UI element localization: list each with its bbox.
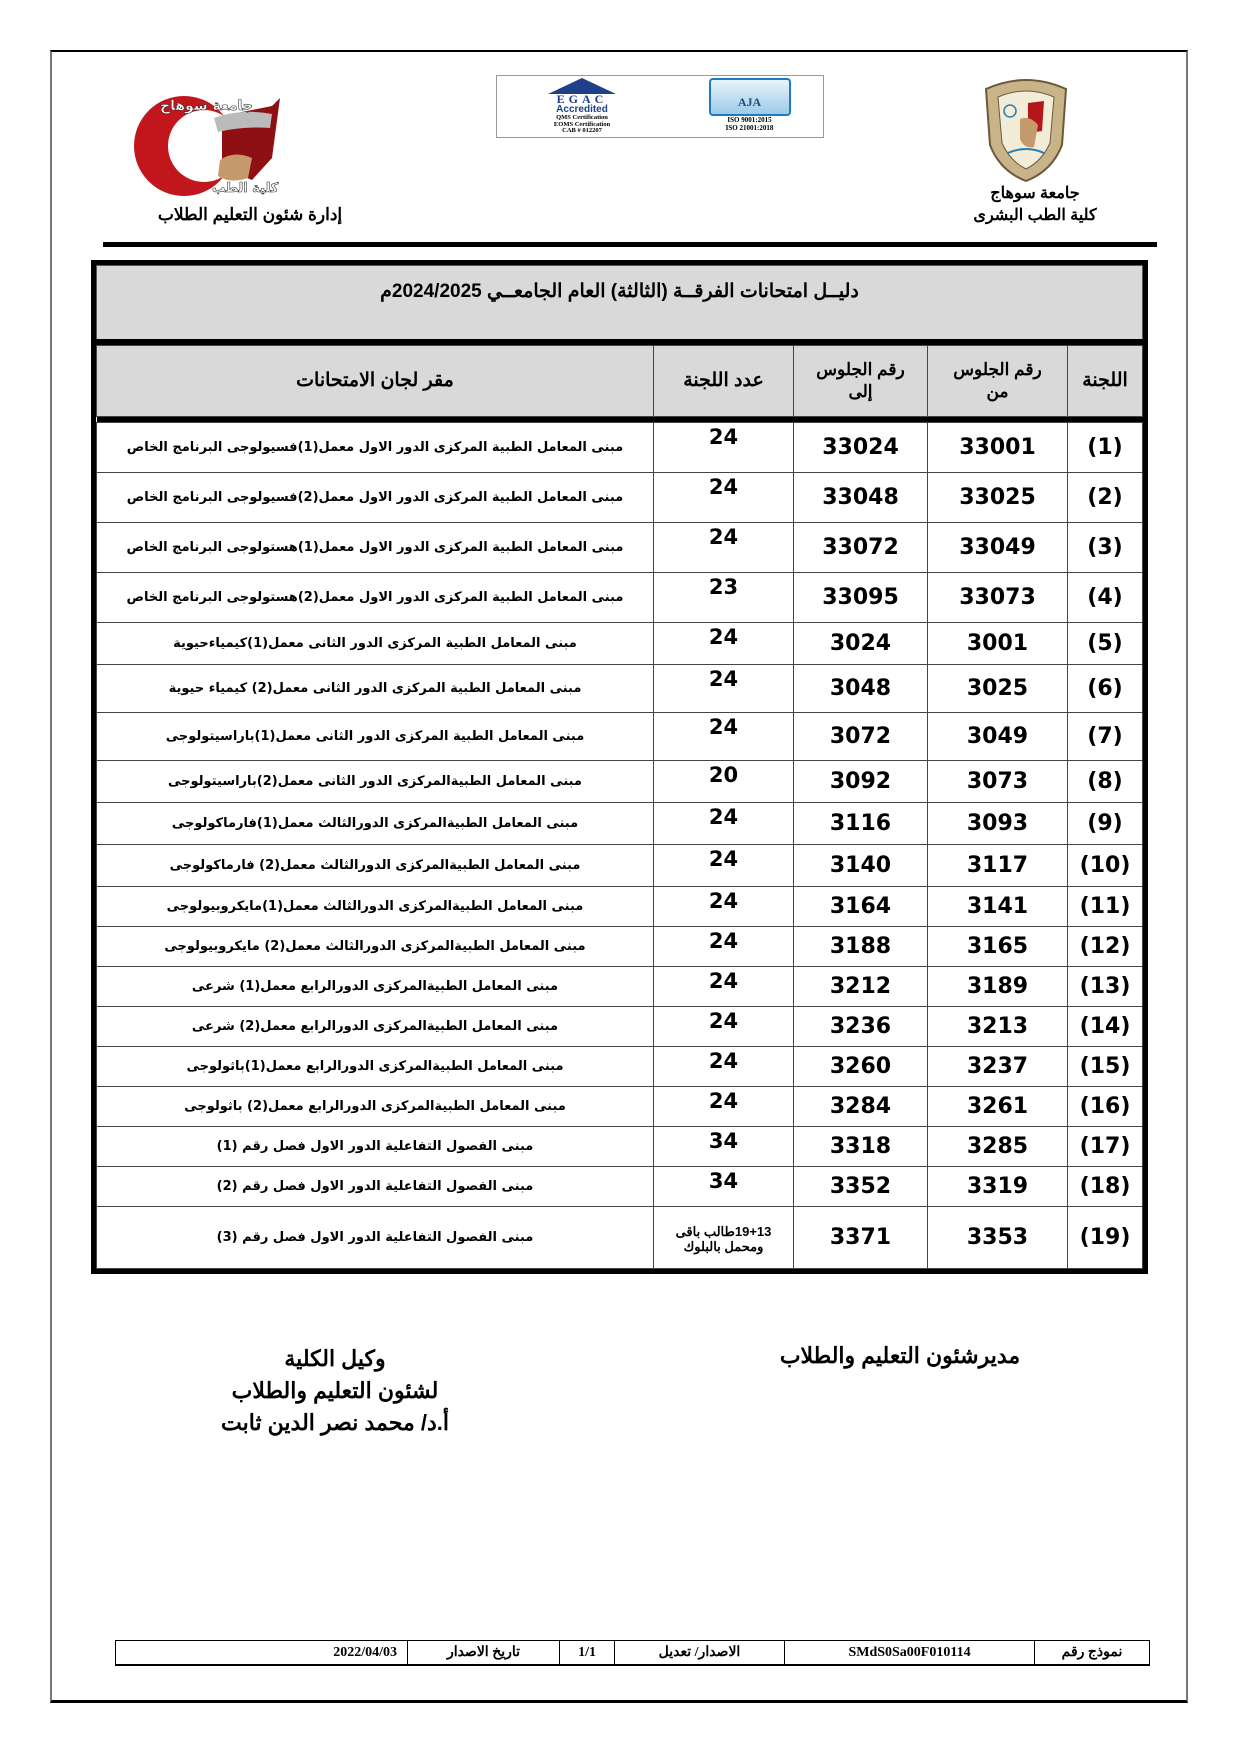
committee-location: مبنى الفصول التفاعلية الدور الاول فصل رقم (1) — [97, 1127, 654, 1167]
col-seat-to — [794, 346, 928, 417]
seat-from: 3025 — [928, 665, 1068, 713]
col-seat-to-line2: إلى — [848, 382, 873, 401]
committee-number: (14) — [1068, 1007, 1143, 1047]
committee-number: (10) — [1068, 845, 1143, 887]
col-seat-to-line1: رقم الجلوس — [816, 360, 905, 379]
aja-line: ISO 21001:2018 — [725, 124, 774, 132]
table-row — [97, 803, 1143, 845]
seat-to: 3212 — [794, 967, 928, 1007]
committee-number: (6) — [1068, 665, 1143, 713]
committee-count: 24 — [654, 803, 794, 845]
committee-number: (17) — [1068, 1127, 1143, 1167]
svg-text:جامعة سوهاج: جامعة سوهاج — [160, 98, 253, 114]
seat-to: 3260 — [794, 1047, 928, 1087]
faculty-medicine-logo — [122, 88, 302, 200]
table-row — [97, 1087, 1143, 1127]
seat-to: 3116 — [794, 803, 928, 845]
version-value: 1/1 — [559, 1641, 614, 1664]
committee-location: مبنى المعامل الطبيةالمركزى الدورالرابع معمل(1)باثولوجى — [97, 1047, 654, 1087]
seat-to: 3164 — [794, 887, 928, 927]
seat-to: 3284 — [794, 1087, 928, 1127]
table-row — [97, 1047, 1143, 1087]
committee-number: (12) — [1068, 927, 1143, 967]
seat-from: 3319 — [928, 1167, 1068, 1207]
vice-dean-title: وكيل الكلية — [284, 1346, 386, 1371]
committee-number: (3) — [1068, 523, 1143, 573]
table-row — [97, 927, 1143, 967]
seat-from: 3165 — [928, 927, 1068, 967]
committee-number: (11) — [1068, 887, 1143, 927]
aja-line: ISO 9001:2015 — [727, 116, 772, 124]
committee-location: مبنى المعامل الطبية المركزى الدور الاول معمل(2)هستولوجى البرنامج الخاص — [97, 573, 654, 623]
committee-number: (19) — [1068, 1207, 1143, 1269]
col-seat-from-line2: من — [986, 382, 1009, 401]
committee-location: مبنى المعامل الطبيةالمركزى الدور الثانى معمل(2)باراسيتولوجى — [97, 761, 654, 803]
table-row — [97, 1007, 1143, 1047]
committee-location: مبنى المعامل الطبيةالمركزى الدورالثالث معمل(2) فارماكولوجى — [97, 845, 654, 887]
accreditation-logos — [496, 75, 824, 138]
header-divider — [103, 242, 1157, 247]
col-seat-from — [928, 346, 1068, 417]
seat-from: 3049 — [928, 713, 1068, 761]
committee-location: مبنى المعامل الطبية المركزى الدور الاول معمل(1)هستولوجى البرنامج الخاص — [97, 523, 654, 573]
col-seat-from-line1: رقم الجلوس — [953, 360, 1042, 379]
aja-name: AJA — [737, 95, 762, 109]
committee-location: مبنى المعامل الطبيةالمركزى الدورالثالث معمل(2) مايكروبيولوجى — [97, 927, 654, 967]
committee-count: 20 — [654, 761, 794, 803]
committee-count: 23 — [654, 573, 794, 623]
seat-to: 3352 — [794, 1167, 928, 1207]
university-name: جامعة سوهاج — [990, 185, 1080, 202]
col-committee: اللجنة — [1068, 346, 1143, 417]
seat-to: 3140 — [794, 845, 928, 887]
table-title: دليــل امتحانات الفرقــة (الثالثة) العام الجامعــي 2024/2025م — [96, 265, 1143, 339]
committee-number: (2) — [1068, 473, 1143, 523]
committee-location: مبنى المعامل الطبية المركزى الدور الثانى معمل(1)كيمياءحيوية — [97, 623, 654, 665]
form-number-label: نموذج رقم — [1034, 1641, 1149, 1664]
col-count: عدد اللجنة — [654, 346, 794, 417]
sohag-university-logo — [982, 75, 1070, 183]
seat-to: 33048 — [794, 473, 928, 523]
committee-location: مبنى المعامل الطبية المركزى الدور الاول معمل(2)فسيولوجى البرنامج الخاص — [97, 473, 654, 523]
table-row — [97, 573, 1143, 623]
committee-count: 24 — [654, 1007, 794, 1047]
seat-from: 3141 — [928, 887, 1068, 927]
globe-icon — [709, 78, 791, 116]
committee-number: (13) — [1068, 967, 1143, 1007]
committee-number: (8) — [1068, 761, 1143, 803]
committee-location: مبنى المعامل الطبيةالمركزى الدورالثالث معمل(1)فارماكولوجى — [97, 803, 654, 845]
seat-to: 3236 — [794, 1007, 928, 1047]
committee-count: 24 — [654, 623, 794, 665]
university-caption — [960, 183, 1110, 227]
form-number: SMdS0Sa00F010114 — [784, 1641, 1034, 1664]
committee-count: 24 — [654, 845, 794, 887]
seat-from: 3213 — [928, 1007, 1068, 1047]
table-row — [97, 887, 1143, 927]
table-row — [97, 845, 1143, 887]
committee-count: 24 — [654, 927, 794, 967]
committee-number: (16) — [1068, 1087, 1143, 1127]
seat-to: 3188 — [794, 927, 928, 967]
table-row — [97, 1207, 1143, 1269]
col-location: مقر لجان الامتحانات — [97, 346, 654, 417]
committee-count: 24 — [654, 665, 794, 713]
seat-to: 3048 — [794, 665, 928, 713]
committee-count: 24 — [654, 1087, 794, 1127]
signature-vice-dean — [170, 1343, 500, 1439]
table-row — [97, 473, 1143, 523]
committee-location: مبنى الفصول التفاعلية الدور الاول فصل رقم (2) — [97, 1167, 654, 1207]
form-footer — [115, 1640, 1150, 1666]
committees-table — [96, 345, 1143, 1269]
committee-location: مبنى الفصول التفاعلية الدور الاول فصل رقم (3) — [97, 1207, 654, 1269]
egac-line: QMS Certification — [556, 114, 608, 121]
seat-from: 3285 — [928, 1127, 1068, 1167]
committee-number: (1) — [1068, 423, 1143, 473]
aja-logo — [687, 78, 812, 135]
table-row — [97, 665, 1143, 713]
committee-number: (9) — [1068, 803, 1143, 845]
table-header-row — [97, 346, 1143, 417]
egac-status: Accredited — [556, 104, 608, 115]
committee-location: مبنى المعامل الطبية المركزى الدور الثانى معمل(1)باراسيتولوجى — [97, 713, 654, 761]
seat-to: 33072 — [794, 523, 928, 573]
committee-location: مبنى المعامل الطبية المركزى الدور الاول معمل(1)فسيولوجى البرنامج الخاص — [97, 423, 654, 473]
committee-count: 24 — [654, 967, 794, 1007]
committee-count: 24 — [654, 1047, 794, 1087]
seat-from: 3117 — [928, 845, 1068, 887]
faculty-name: كلية الطب البشرى — [973, 207, 1097, 224]
committee-count: 24 — [654, 887, 794, 927]
seat-from: 3001 — [928, 623, 1068, 665]
committee-count: 24 — [654, 473, 794, 523]
egac-line: CAB # 012207 — [562, 127, 602, 134]
student-affairs-caption: إدارة شئون التعليم الطلاب — [157, 205, 343, 224]
committee-location: مبنى المعامل الطبية المركزى الدور الثانى معمل(2) كيمياء حيوية — [97, 665, 654, 713]
seat-from: 3237 — [928, 1047, 1068, 1087]
egac-name: EGAC — [556, 92, 608, 106]
committee-count: 24 — [654, 713, 794, 761]
seat-to: 33024 — [794, 423, 928, 473]
version-label: الاصدار/ تعديل — [614, 1641, 784, 1664]
committee-location: مبنى المعامل الطبيةالمركزى الدورالثالث معمل(1)مايكروبيولوجى — [97, 887, 654, 927]
seat-to: 3072 — [794, 713, 928, 761]
seat-to: 3371 — [794, 1207, 928, 1269]
issue-date: 2022/04/03 — [333, 1644, 397, 1660]
seat-from: 33025 — [928, 473, 1068, 523]
committee-count: 24 — [654, 523, 794, 573]
seat-from: 3353 — [928, 1207, 1068, 1269]
committee-count: 19+13طالب باقى ومحمل بالبلوك — [654, 1207, 794, 1269]
table-row — [97, 423, 1143, 473]
table-row — [97, 713, 1143, 761]
vice-dean-name: أ.د/ محمد نصر الدين ثابت — [221, 1410, 449, 1435]
committee-count: 34 — [654, 1167, 794, 1207]
committee-count: 34 — [654, 1127, 794, 1167]
table-row — [97, 967, 1143, 1007]
committee-number: (18) — [1068, 1167, 1143, 1207]
seat-from: 33001 — [928, 423, 1068, 473]
committee-count: 24 — [654, 423, 794, 473]
issue-date-label: تاريخ الاصدار — [407, 1641, 559, 1664]
seat-from: 3189 — [928, 967, 1068, 1007]
committee-number: (4) — [1068, 573, 1143, 623]
seat-to: 33095 — [794, 573, 928, 623]
seat-from: 33073 — [928, 573, 1068, 623]
committee-number: (7) — [1068, 713, 1143, 761]
seat-to: 3024 — [794, 623, 928, 665]
table-row — [97, 523, 1143, 573]
exam-guide-table — [91, 260, 1148, 1274]
committee-location: مبنى المعامل الطبيةالمركزى الدورالرابع معمل(2) شرعى — [97, 1007, 654, 1047]
committee-location: مبنى المعامل الطبيةالمركزى الدورالرابع معمل(2) باثولوجى — [97, 1087, 654, 1127]
table-row — [97, 623, 1143, 665]
seat-from: 3261 — [928, 1087, 1068, 1127]
signature-director: مديرشئون التعليم والطلاب — [779, 1343, 1021, 1368]
seat-from: 3093 — [928, 803, 1068, 845]
svg-text:كلية الطب: كلية الطب — [212, 181, 279, 196]
egac-logo — [507, 78, 657, 135]
egac-line: EOMS Certification — [553, 120, 611, 128]
table-row — [97, 1167, 1143, 1207]
seat-from: 3073 — [928, 761, 1068, 803]
vice-dean-dept: لشئون التعليم والطلاب — [231, 1378, 439, 1403]
committee-number: (5) — [1068, 623, 1143, 665]
committee-number: (15) — [1068, 1047, 1143, 1087]
seat-from: 33049 — [928, 523, 1068, 573]
seat-to: 3318 — [794, 1127, 928, 1167]
committee-location: مبنى المعامل الطبيةالمركزى الدورالرابع معمل(1) شرعى — [97, 967, 654, 1007]
table-row — [97, 1127, 1143, 1167]
table-row — [97, 761, 1143, 803]
seat-to: 3092 — [794, 761, 928, 803]
